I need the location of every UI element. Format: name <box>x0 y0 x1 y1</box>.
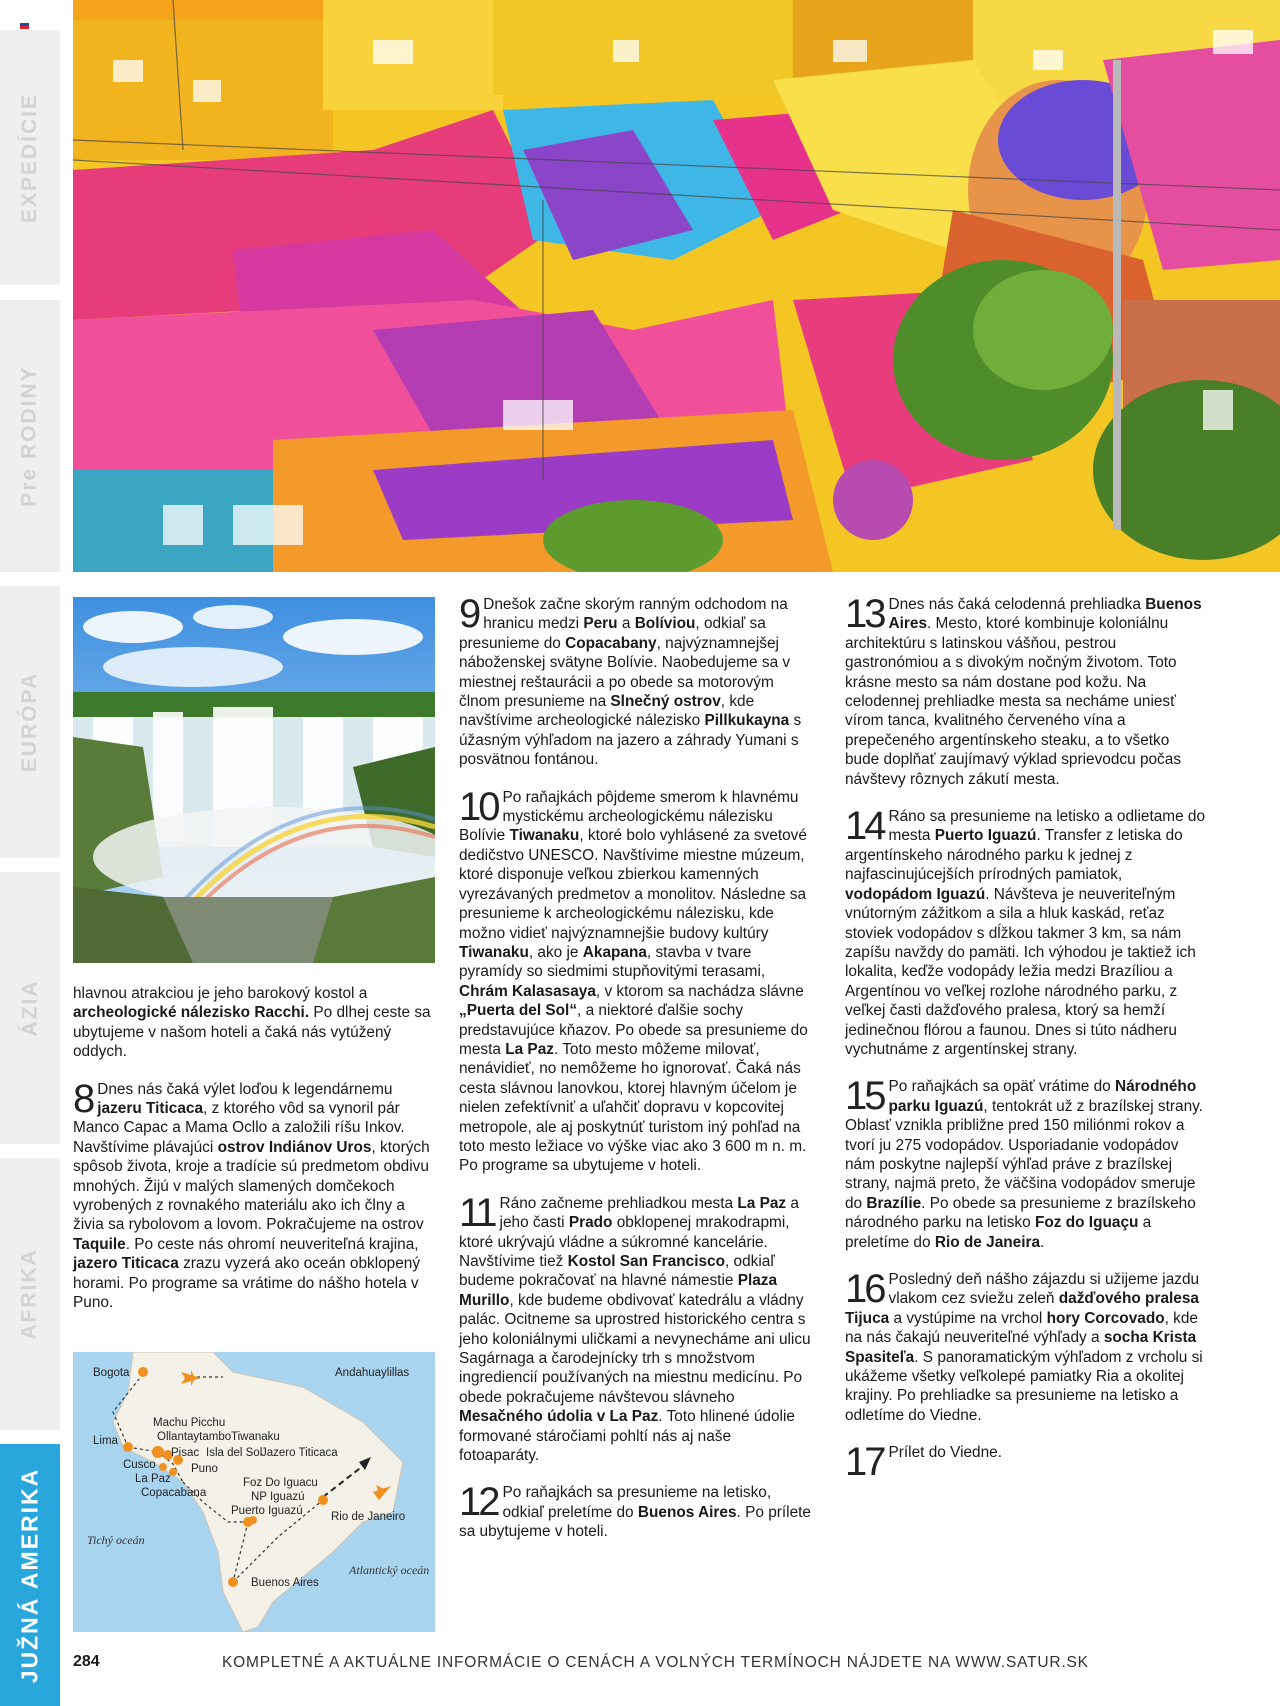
day-number: 16 <box>845 1267 884 1311</box>
day-11-paragraph: 11 Ráno začneme prehliadkou mesta La Paz a jeho časti Prado obklopenej mrakodrapmi, ktoré ukrývajú vládne a súkromné kancelárie. Navštívime tiež Kostol San Francisco, odkiaľ budeme pokračovať na hlavné námestie Plaza Murillo, kde budeme obdivovať katedrálu a vládny palác. Ocitneme sa uprostred historického centra s jeho koloniálnymi uličkami a nevynecháme ani ulicu Sagárnaga a čarodejnícky trh s množstvom ingrediencií používaných na miestnu medicínu. Po obede pokračujeme návštevou slávneho Mesačného údolia v La Paz. Toto hlinené údolie formované stáročiami pohltí nás aj naše fotoaparáty. <box>459 1190 811 1465</box>
day-number: 17 <box>845 1440 884 1485</box>
map-label-pisac: Pisac <box>171 1447 200 1459</box>
tab-pre-rodiny[interactable]: Pre RODINY <box>0 300 60 572</box>
day-number: 11 <box>459 1190 495 1235</box>
tab-europa[interactable]: EURÓPA <box>0 586 60 858</box>
map-label-foz-do-iguacu: Foz Do Iguacu <box>243 1477 318 1489</box>
map-label-rio: Rio de Janeiro <box>331 1511 406 1523</box>
map-label-np-iguazu: NP Iguazú <box>251 1491 305 1503</box>
marker-cusco <box>152 1446 164 1458</box>
map-label-titicaca: Jazero Titicaca <box>261 1447 338 1459</box>
map-label-la-paz: La Paz <box>135 1473 171 1485</box>
map-label-puerto-iguazu: Puerto Iguazú <box>231 1505 303 1517</box>
day-12-paragraph: 12 Po raňajkách sa presunieme na letisko, odkiaľ preletíme do Buenos Aires. Po prílete sa ubytujeme v hoteli. <box>459 1480 811 1541</box>
tab-azia[interactable]: ÁZIA <box>0 872 60 1144</box>
footer-text: KOMPLETNÉ A AKTUÁLNE INFORMÁCIE O CENÁCH A VOLNÝCH TERMÍNOCH NÁJDETE NA WWW.SATUR.SK <box>222 1654 1089 1671</box>
route-map <box>73 1352 435 1632</box>
day-number: 15 <box>845 1074 884 1119</box>
text-column-1 <box>73 984 437 1331</box>
day-10-paragraph: 10 Po raňajkách pôjdeme smerom k hlavnému mystickému archeologickému nálezisku Bolívie Tiwanaku, ktoré bolo vyhlásené za svetové dedičstvo UNESCO. Navštívime miestne múzeum, ktoré disponuje veľkou zbierkou kamenných vyrezávaných predmetov a monolitov. Následne sa presunieme k archeologickému nálezisku, kde možno vidieť najvýznamnejšie budovy kultúry Tiwanaku, ako je Akapana, stavba v tvare pyramídy so siedmimi stupňovitými terasami, Chrám Kalasasaya, v ktorom sa nachádza slávne „Puerta del Sol“, a niektoré ďalšie sochy predstavujúce kňazov. Po obede sa presunieme do mesta La Paz. Toto mesto môžeme milovať, nenávidieť, no nemôžeme ho ignorovať. Čaká nás cesta slávnou lanovkou, ktorej hlavným účelom je nielen zefektívniť a uľahčiť dopravu v kopcovitej metropole, ale aj poskytnúť turistom iný pohľad na toto mesto ležiace vo výške viac ako 3 600 m n. m. Po programe sa ubytujeme v hoteli. <box>459 784 808 1175</box>
section-sidebar <box>0 0 60 1706</box>
day-9-paragraph: 9 Dnešok začne skorým ranným odchodom na hranicu medzi Peru a Bolíviou, odkiaľ sa presunieme do Copacabany, najvýznamnejšej náboženskej svätyne Bolívie. Naobedujeme sa v miestnej reštaurácii a po obede sa motorovým člnom presunieme na Slnečný ostrov, kde navštívime archeologické nálezisko Pillkukayna s úžasným výhľadom na jazero a záhrady Yumani s posvätnou fontánou. <box>459 592 802 769</box>
map-label-copacabana: Copacabana <box>141 1487 207 1499</box>
map-label-buenos-aires: Buenos Aires <box>251 1577 319 1589</box>
hero-photo-colorful-houses <box>73 0 1280 572</box>
map-label-lima: Lima <box>93 1435 118 1447</box>
day-number: 13 <box>845 592 884 636</box>
slovak-flag-icon <box>20 20 29 29</box>
day-number: 9 <box>459 592 479 636</box>
day-number: 14 <box>845 804 884 849</box>
map-label-andahuaylillas: Andahuaylillas <box>335 1367 410 1379</box>
marker-lima <box>123 1442 133 1452</box>
photo-iguazu-falls <box>73 597 435 963</box>
day-8-paragraph: 8 Dnes nás čaká výlet loďou k legendárnemu jazeru Titicaca, z ktorého vôd sa vynoril pár Manco Capac a Mama Ocllo a založili ríšu Inkov. Navštívime plávajúci ostrov Indiánov Uros, ktorých spôsob života, kroje a tradície sú predmetom obdivu mnohých. Žijú v malých slamených domčekoch vyrobených z rovnakého materiálu ako ich člny a živia sa rybolovom a lovom. Pokračujeme na ostrov Taquile. Po ceste nás ohromí neuveriteľná krajina, jazero Titicaca zrazu vyzerá ako oceán obklopený horami. Po programe sa vrátime do nášho hotela v Puno. <box>73 1076 430 1312</box>
map-label-ollantaytambo: Ollantaytambo <box>157 1431 232 1443</box>
day-15-paragraph: 15 Po raňajkách sa opäť vrátime do Národného parku Iguazú, tentokrát už z brazílskej strany. Oblasť vznikla približne pred 150 miliónmi rokov a tvorí ju 275 vodopádov. Usporiadanie vodopádov nám poskytne najlepší výhľad práve z brazílskej strany, najmä preto, že väčšina vodopádov smeruje do Brazílie. Po obede sa presunieme z brazílskeho národného parku na letisko Foz do Iguaçu a preletíme do Rio de Janeira. <box>845 1074 1203 1251</box>
day-17-paragraph: 17 Prílet do Viedne. <box>845 1440 1003 1485</box>
tab-expedicie[interactable]: EXPEDÍCIE <box>0 30 60 285</box>
map-label-machu-picchu: Machu Picchu <box>153 1417 226 1429</box>
map-label-tiwanaku: Tiwanaku <box>231 1431 280 1443</box>
day-14-paragraph: 14 Ráno sa presunieme na letisko a odlietame do mesta Puerto Iguazú. Transfer z letiska do argentínskeho národného parku k jednej z najfascinujúcejších prírodných pamiatok, vodopádom Iguazú. Návšteva je neuveriteľným vnútorným zážitkom a sila a hluk kaskád, reťaz stoviek vodopádov s dĺžkou takmer 3 km, sa nám zapíšu navždy do pamäti. Ich výhodou je taktiež ich lokalita, keďže vodopády ležia medzi Brazíliou a Argentínou vo veľkej rozlohe národného parku, z veľkej časti dažďového pralesa, ktorý sa hemží jedinečnou flórou a faunou. Dnes si túto nádheru vychutnáme z argentínskej strany. <box>845 804 1206 1058</box>
day-number: 10 <box>459 784 498 829</box>
map-label-bogota: Bogota <box>93 1367 130 1379</box>
map-label-atlantic: Atlantický oceán <box>349 1563 430 1577</box>
map-label-cusco: Cusco <box>123 1459 156 1471</box>
marker-buenos-aires <box>228 1577 238 1587</box>
paragraph-intro: hlavnou atrakciou je jeho barokový kostol a archeologické nálezisko Racchi. Po dlhej ceste sa ubytujeme v našom hoteli a čaká nás vytúžený oddych. <box>73 985 431 1061</box>
day-number: 12 <box>459 1480 498 1525</box>
day-16-paragraph: 16 Posledný deň nášho zájazdu si užijeme jazdu vlakom cez sviežu zeleň dažďového pralesa Tijuca a vystúpime na vrchol hory Corcovado, kde na nás čakajú neuveriteľné výhľady a socha Krista Spasiteľa. S panoramatickým výhľadom z vrcholu si ukážeme všetky veľkolepé pamiatky Ria a okolitej krajiny. Po prehliadke sa presunieme na letisko a odletíme do Viedne. <box>845 1267 1203 1424</box>
text-column-2 <box>459 592 814 1560</box>
map-label-isla-del-sol: Isla del Sol <box>206 1447 263 1459</box>
day-13-paragraph: 13 Dnes nás čaká celodenná prehliadka Buenos Aires. Mesto, ktoré kombinuje koloniálnu architektúru s latinskou vášňou, pestrou gastronómiou a s divokým nočným životom. Toto krásne mesto sa nám dostane pod kožu. Na celodennej prehliadke mesta sa necháme uniesť vírom tanca, kvalitného červeného vína a prepečeného argentínskeho steaku, a to všetko bude doplňať zaujímavý výklad sprievodcu počas návštevy rôznych zákutí mesta. <box>845 592 1202 788</box>
page-number: 284 <box>73 1653 100 1670</box>
tab-juzna-amerika[interactable]: JUŽNÁ AMERIKA <box>0 1444 60 1706</box>
marker-rio <box>318 1495 328 1505</box>
day-number: 8 <box>73 1076 93 1121</box>
map-label-pacific: Tichý oceán <box>87 1533 145 1547</box>
marker-bogota <box>138 1367 148 1377</box>
text-column-3 <box>845 592 1207 1485</box>
map-label-puno: Puno <box>191 1463 218 1475</box>
tab-afrika[interactable]: AFRIKA <box>0 1158 60 1430</box>
